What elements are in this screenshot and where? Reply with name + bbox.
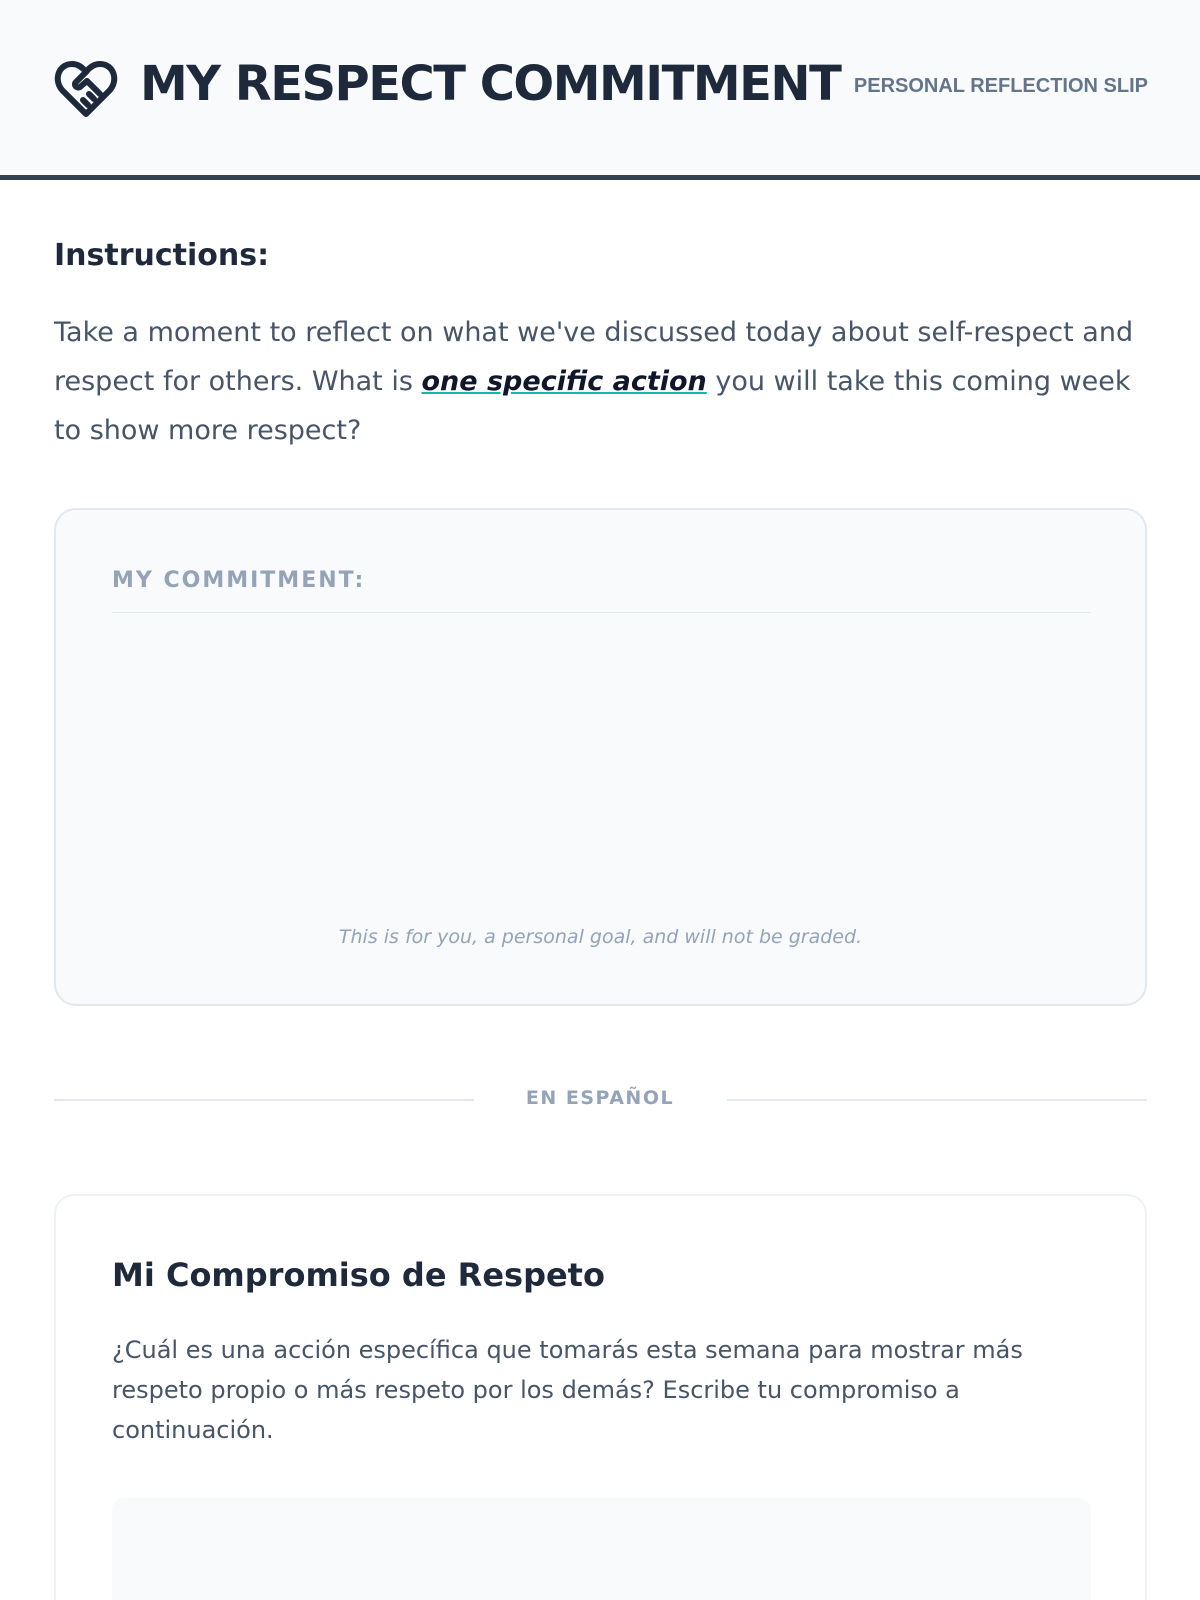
commitment-note: This is for you, a personal goal, and will not be graded. [338,926,863,948]
divider-label: EN ESPAÑOL [525,1087,675,1109]
heart-handshake-icon [54,58,118,120]
commitment-writing-area[interactable] [54,508,1147,1006]
instructions-text-start: Take a moment to reflect on what we've discussed today about self-respect and respect for others. What is [54,317,1134,397]
page-header [0,0,1200,180]
commitment-label: MY COMMITMENT: [112,568,366,593]
spanish-writing-area[interactable] [112,1498,1091,1600]
spanish-instructions: ¿Cuál es una acción específica que tomarás esta semana para mostrar más respeto propio o más respeto por los demás? Escribe tu compromiso a continuación. [112,1336,1023,1444]
spanish-section [54,1194,1147,1600]
divider-line-right [727,1099,1147,1101]
divider-line-left [54,1099,474,1101]
page-title: MY RESPECT COMMITMENT [140,56,841,112]
instructions-text-end: you will take this coming week to show more respect? [54,366,1131,446]
commitment-rule [112,612,1091,613]
instructions-emphasis: one specific action [421,366,707,397]
instructions-heading: Instructions: [54,238,270,273]
instructions-text [54,308,1154,455]
page-subtitle: PERSONAL REFLECTION SLIP [853,75,1148,97]
spanish-title: Mi Compromiso de Respeto [112,1256,605,1294]
